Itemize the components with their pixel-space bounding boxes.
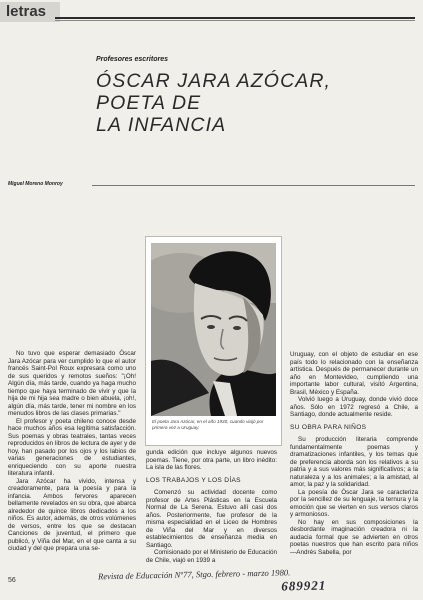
subheading-obra: SU OBRA PARA NIÑOS: [290, 423, 367, 431]
handwritten-code: 689921: [281, 577, 327, 594]
header-rule-thin: [55, 20, 415, 21]
paragraph: Jara Azócar ha vivido, intensa y creadoramente, para la poesía y para la infancia. Ambos fervores aparecen bellamente revelados en su obra, que abarca alrededor de quince libros dedicados a los niños. Es autor, además, de otros volúmenes de versos, entre los que se destacan Canciones de juventud, el primero que publicó, y Viña del Mar, en el que canta a su ciudad y del que prepara una se-: [8, 477, 136, 552]
paragraph: gunda edición que incluye algunos nuevos poemas. Tiene, por otra parte, un libro inédito: La isla de las flores.: [146, 449, 277, 471]
paragraph: Su producción literaria comprende fundamentalmente poemas y dramatizaciones infantiles, y los temas que de preferencia aborda son los relativos a su patria y a sus valores más significativos; a la naturaleza y a los animales; a la amistad, al amor, la paz y la solidaridad.: [290, 436, 418, 488]
paragraph: Uruguay, con el objeto de estudiar en ese país todo lo relacionado con la enseñanza artística. Después de permanecer durante un año en Montevideo, cumpliendo una importante labor cultural, visitó Argentina, Brasil, México y España.: [290, 351, 418, 396]
portrait-figure: [145, 236, 282, 446]
portrait-photo: [151, 243, 276, 416]
handwritten-reference: [97, 565, 416, 594]
title-line-2: POETA DE: [96, 92, 202, 114]
subheading-trabajos: LOS TRABAJOS Y LOS DÍAS: [146, 476, 241, 484]
byline: Miguel Moreno Monroy: [8, 181, 63, 187]
page-number: 56: [8, 577, 16, 584]
title-line-3: LA INFANCIA: [96, 114, 227, 136]
photo-caption: El poeta Jara Azócar, en el año 1930, cuando viajó por primera vez a Uruguay.: [152, 419, 264, 430]
paragraph: Comenzó su actividad docente como profesor de Artes Plásticas en la Escuela Normal de La Serena. Estuvo allí casi dos años. Posteriormente, fue profesor de la misma especialidad en el Liceo de Hombres de Viña del Mar y en diversos establecimientos de enseñanza media en Santiago.: [146, 489, 277, 549]
paragraph: No hay en sus composiciones la desbordante imaginación creadora ni la audacia formal que se advierten en otros poetas nuestros que han escrito para niños —Andrés Sabella, por: [290, 518, 418, 556]
column-3: [290, 351, 418, 556]
paragraph: No tuvo que esperar demasiado Óscar Jara Azócar para ver cumplido lo que el autor francés Saint-Pol Roux expresara como uno de sus queridos y remotos sueños: "¡Oh! Algún día, más tarde, cuando ya haga mucho tiempo que haya terminado de vivir y que la hija de mi hija sea madre o bien abuela, ¡oh!, algún día, más tarde, tener mi nombre en los menudos libros de las clases primarias.": [8, 350, 136, 417]
section-label: letras: [6, 3, 47, 20]
title-line-1: ÓSCAR JARA AZÓCAR,: [96, 70, 332, 92]
article-kicker: Profesores escritores: [96, 56, 168, 63]
paragraph: El profesor y poeta chileno conoce desde hace muchos años esa legítima satisfacción. Sus poemas y obras teatrales, tantas veces reproducidos en libros de lectura de ayer y de hoy, han pasado por los ojos y los labios de varias generaciones de estudiantes, enriqueciendo con su aporte nuestra literatura infantil.: [8, 417, 136, 477]
header-rule: [55, 17, 415, 19]
handwritten-note: Revista de Educación Nº77, Stgo. febrero - marzo 1980.: [97, 567, 291, 582]
portrait-illustration: [151, 243, 276, 416]
column-1: [8, 350, 136, 553]
paragraph: Volvió luego a Uruguay, donde vivió doce años. Sólo en 1972 regresó a Chile, a Santiago, donde actualmente reside.: [290, 396, 418, 418]
paragraph: La poesía de Óscar Jara se caracteriza por la sencillez de su lenguaje, la ternura y la emoción que se vierten en sus versos claros y armoniosos.: [290, 488, 418, 518]
paragraph: Comisionado por el Ministerio de Educación de Chile, viajó en 1939 a: [146, 549, 277, 564]
byline-rule: [92, 185, 415, 186]
article-title: [96, 70, 336, 136]
column-2: [146, 449, 277, 564]
